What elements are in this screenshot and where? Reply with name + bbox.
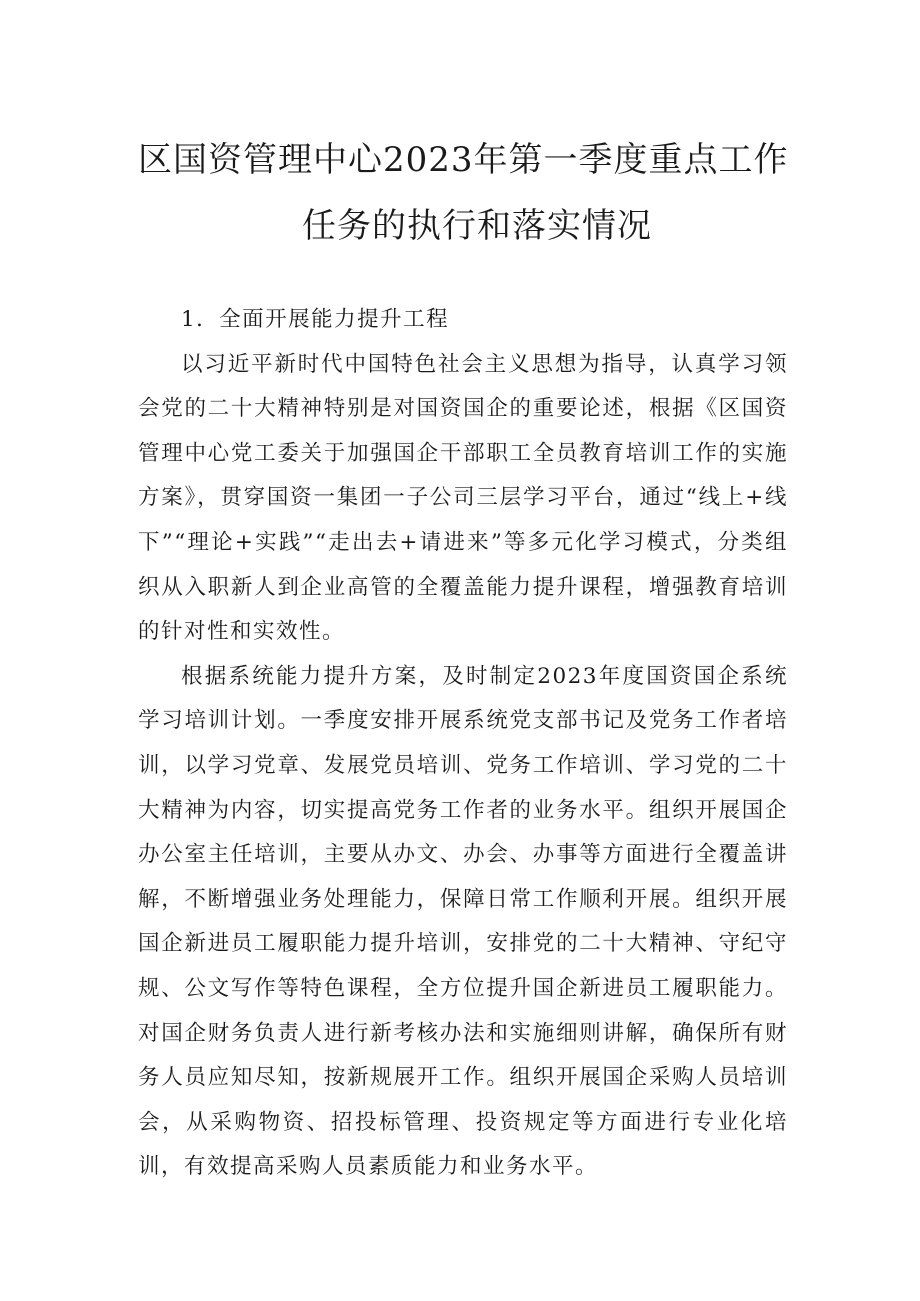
document-title-line-1: 区国资管理中心2023年第一季度重点工作 bbox=[138, 140, 789, 180]
document-title-line-2: 任务的执行和落实情况 bbox=[302, 206, 652, 246]
paragraph-1: 以习近平新时代中国特色社会主义思想为指导，认真学习领会党的二十大精神特别是对国资国企的重要论述，根据《区国资管理中心党工委关于加强国企干部职工全员教育培训工作的实施方案》，贯穿国资一集团一子公司三层学习平台，通过“线上+线下”“理论+实践”“走出去+请进来”等多元化学习模式，分类组织从入职新人到企业高管的全覆盖能力提升课程，增强教育培训的针对性和实效性。 bbox=[138, 351, 788, 645]
section-heading: 1．全面开展能力提升工程 bbox=[181, 307, 450, 332]
paragraph-2: 根据系统能力提升方案，及时制定2023年度国资国企系统学习培训计划。一季度安排开展系统党支部书记及党务工作者培训，以学习党章、发展党员培训、党务工作培训、学习党的二十大精神为内容，切实提高党务工作者的业务水平。组织开展国企办公室主任培训，主要从办文、办会、办事等方面进行全覆盖讲解，不断增强业务处理能力，保障日常工作顺利开展。组织开展国企新进员工履职能力提升培训，安排党的二十大精神、守纪守规、公文写作等特色课程，全方位提升国企新进员工履职能力。对国企财务负责人进行新考核办法和实施细则讲解，确保所有财务人员应知尽知，按新规展开工作。组织开展国企采购人员培训会，从采购物资、招投标管理、投资规定等方面进行专业化培训，有效提高采购人员素质能力和业务水平。 bbox=[138, 663, 788, 1180]
document-body bbox=[138, 298, 788, 1190]
